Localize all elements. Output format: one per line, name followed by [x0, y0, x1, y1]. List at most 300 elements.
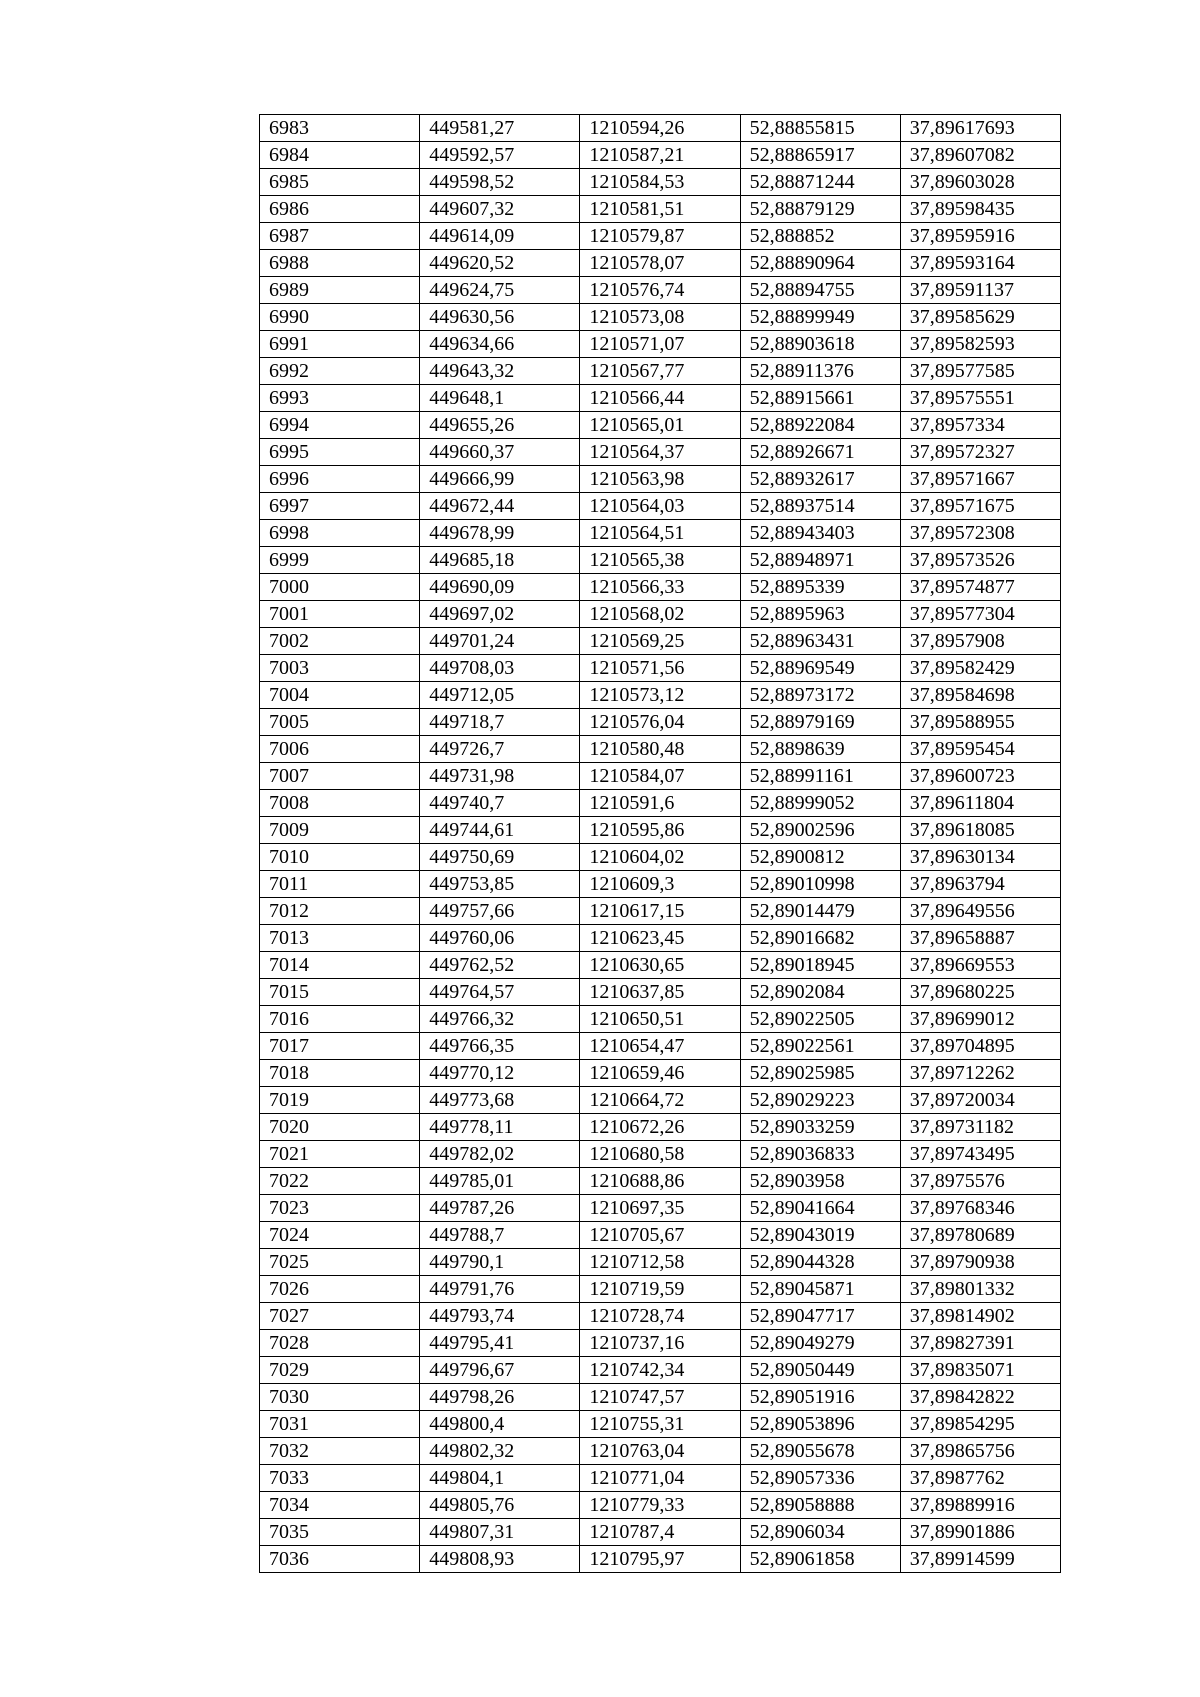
table-row	[260, 1519, 1061, 1546]
y-coordinate-cell: 1210712,58	[580, 1249, 740, 1276]
point-number-cell: 7011	[260, 871, 420, 898]
x-coordinate-cell: 449766,35	[420, 1033, 580, 1060]
latitude-cell: 52,89049279	[740, 1330, 900, 1357]
y-coordinate-cell: 1210604,02	[580, 844, 740, 871]
x-coordinate-cell: 449592,57	[420, 142, 580, 169]
x-coordinate-cell: 449581,27	[420, 115, 580, 142]
x-coordinate-cell: 449744,61	[420, 817, 580, 844]
table-row	[260, 817, 1061, 844]
x-coordinate-cell: 449796,67	[420, 1357, 580, 1384]
point-number-cell: 6986	[260, 196, 420, 223]
x-coordinate-cell: 449598,52	[420, 169, 580, 196]
latitude-cell: 52,89033259	[740, 1114, 900, 1141]
point-number-cell: 6988	[260, 250, 420, 277]
x-coordinate-cell: 449766,32	[420, 1006, 580, 1033]
y-coordinate-cell: 1210787,4	[580, 1519, 740, 1546]
latitude-cell: 52,888852	[740, 223, 900, 250]
x-coordinate-cell: 449795,41	[420, 1330, 580, 1357]
x-coordinate-cell: 449672,44	[420, 493, 580, 520]
x-coordinate-cell: 449764,57	[420, 979, 580, 1006]
y-coordinate-cell: 1210664,72	[580, 1087, 740, 1114]
table-row	[260, 682, 1061, 709]
point-number-cell: 6994	[260, 412, 420, 439]
x-coordinate-cell: 449630,56	[420, 304, 580, 331]
point-number-cell: 6987	[260, 223, 420, 250]
y-coordinate-cell: 1210719,59	[580, 1276, 740, 1303]
table-row	[260, 115, 1061, 142]
x-coordinate-cell: 449697,02	[420, 601, 580, 628]
table-row	[260, 196, 1061, 223]
point-number-cell: 6989	[260, 277, 420, 304]
longitude-cell: 37,89704895	[900, 1033, 1060, 1060]
table-row	[260, 439, 1061, 466]
point-number-cell: 7028	[260, 1330, 420, 1357]
table-row	[260, 925, 1061, 952]
longitude-cell: 37,89731182	[900, 1114, 1060, 1141]
y-coordinate-cell: 1210567,77	[580, 358, 740, 385]
point-number-cell: 6997	[260, 493, 420, 520]
x-coordinate-cell: 449760,06	[420, 925, 580, 952]
y-coordinate-cell: 1210705,67	[580, 1222, 740, 1249]
table-row	[260, 1330, 1061, 1357]
longitude-cell: 37,89720034	[900, 1087, 1060, 1114]
latitude-cell: 52,8902084	[740, 979, 900, 1006]
y-coordinate-cell: 1210571,07	[580, 331, 740, 358]
latitude-cell: 52,88890964	[740, 250, 900, 277]
latitude-cell: 52,88911376	[740, 358, 900, 385]
table-row	[260, 601, 1061, 628]
latitude-cell: 52,88969549	[740, 655, 900, 682]
x-coordinate-cell: 449793,74	[420, 1303, 580, 1330]
longitude-cell: 37,89607082	[900, 142, 1060, 169]
point-number-cell: 6992	[260, 358, 420, 385]
y-coordinate-cell: 1210742,34	[580, 1357, 740, 1384]
y-coordinate-cell: 1210587,21	[580, 142, 740, 169]
latitude-cell: 52,88973172	[740, 682, 900, 709]
x-coordinate-cell: 449773,68	[420, 1087, 580, 1114]
x-coordinate-cell: 449791,76	[420, 1276, 580, 1303]
x-coordinate-cell: 449802,32	[420, 1438, 580, 1465]
table-row	[260, 628, 1061, 655]
table-row	[260, 1465, 1061, 1492]
longitude-cell: 37,8957334	[900, 412, 1060, 439]
y-coordinate-cell: 1210659,46	[580, 1060, 740, 1087]
y-coordinate-cell: 1210573,12	[580, 682, 740, 709]
table-row	[260, 1060, 1061, 1087]
table-row	[260, 358, 1061, 385]
y-coordinate-cell: 1210728,74	[580, 1303, 740, 1330]
point-number-cell: 7032	[260, 1438, 420, 1465]
table-row	[260, 1249, 1061, 1276]
longitude-cell: 37,89901886	[900, 1519, 1060, 1546]
table-row	[260, 1438, 1061, 1465]
y-coordinate-cell: 1210737,16	[580, 1330, 740, 1357]
table-row	[260, 277, 1061, 304]
x-coordinate-cell: 449790,1	[420, 1249, 580, 1276]
point-number-cell: 7021	[260, 1141, 420, 1168]
latitude-cell: 52,8895339	[740, 574, 900, 601]
longitude-cell: 37,89571667	[900, 466, 1060, 493]
point-number-cell: 7006	[260, 736, 420, 763]
point-number-cell: 7015	[260, 979, 420, 1006]
latitude-cell: 52,89057336	[740, 1465, 900, 1492]
point-number-cell: 7001	[260, 601, 420, 628]
point-number-cell: 7000	[260, 574, 420, 601]
latitude-cell: 52,89043019	[740, 1222, 900, 1249]
point-number-cell: 7029	[260, 1357, 420, 1384]
table-row	[260, 1033, 1061, 1060]
longitude-cell: 37,89790938	[900, 1249, 1060, 1276]
y-coordinate-cell: 1210566,44	[580, 385, 740, 412]
x-coordinate-cell: 449620,52	[420, 250, 580, 277]
y-coordinate-cell: 1210630,65	[580, 952, 740, 979]
latitude-cell: 52,89055678	[740, 1438, 900, 1465]
x-coordinate-cell: 449785,01	[420, 1168, 580, 1195]
table-row	[260, 520, 1061, 547]
y-coordinate-cell: 1210672,26	[580, 1114, 740, 1141]
latitude-cell: 52,89036833	[740, 1141, 900, 1168]
table-row	[260, 1546, 1061, 1573]
x-coordinate-cell: 449718,7	[420, 709, 580, 736]
table-row	[260, 844, 1061, 871]
y-coordinate-cell: 1210573,08	[580, 304, 740, 331]
longitude-cell: 37,89835071	[900, 1357, 1060, 1384]
x-coordinate-cell: 449804,1	[420, 1465, 580, 1492]
latitude-cell: 52,89041664	[740, 1195, 900, 1222]
point-number-cell: 7007	[260, 763, 420, 790]
latitude-cell: 52,89029223	[740, 1087, 900, 1114]
x-coordinate-cell: 449753,85	[420, 871, 580, 898]
point-number-cell: 7025	[260, 1249, 420, 1276]
coordinates-table	[259, 114, 1061, 1573]
table-row	[260, 331, 1061, 358]
point-number-cell: 7034	[260, 1492, 420, 1519]
point-number-cell: 6998	[260, 520, 420, 547]
point-number-cell: 7030	[260, 1384, 420, 1411]
table-row	[260, 1492, 1061, 1519]
table-row	[260, 1357, 1061, 1384]
latitude-cell: 52,88943403	[740, 520, 900, 547]
x-coordinate-cell: 449712,05	[420, 682, 580, 709]
table-row	[260, 1087, 1061, 1114]
point-number-cell: 6990	[260, 304, 420, 331]
x-coordinate-cell: 449634,66	[420, 331, 580, 358]
longitude-cell: 37,89577304	[900, 601, 1060, 628]
longitude-cell: 37,89630134	[900, 844, 1060, 871]
latitude-cell: 52,89010998	[740, 871, 900, 898]
y-coordinate-cell: 1210795,97	[580, 1546, 740, 1573]
latitude-cell: 52,8898639	[740, 736, 900, 763]
y-coordinate-cell: 1210697,35	[580, 1195, 740, 1222]
y-coordinate-cell: 1210771,04	[580, 1465, 740, 1492]
x-coordinate-cell: 449655,26	[420, 412, 580, 439]
y-coordinate-cell: 1210581,51	[580, 196, 740, 223]
x-coordinate-cell: 449808,93	[420, 1546, 580, 1573]
latitude-cell: 52,89018945	[740, 952, 900, 979]
table-row	[260, 1006, 1061, 1033]
x-coordinate-cell: 449750,69	[420, 844, 580, 871]
latitude-cell: 52,88855815	[740, 115, 900, 142]
latitude-cell: 52,8900812	[740, 844, 900, 871]
x-coordinate-cell: 449708,03	[420, 655, 580, 682]
table-row	[260, 1384, 1061, 1411]
point-number-cell: 6983	[260, 115, 420, 142]
y-coordinate-cell: 1210763,04	[580, 1438, 740, 1465]
longitude-cell: 37,89577585	[900, 358, 1060, 385]
y-coordinate-cell: 1210591,6	[580, 790, 740, 817]
table-row	[260, 412, 1061, 439]
longitude-cell: 37,89611804	[900, 790, 1060, 817]
y-coordinate-cell: 1210688,86	[580, 1168, 740, 1195]
point-number-cell: 7031	[260, 1411, 420, 1438]
latitude-cell: 52,8895963	[740, 601, 900, 628]
y-coordinate-cell: 1210578,07	[580, 250, 740, 277]
x-coordinate-cell: 449740,7	[420, 790, 580, 817]
point-number-cell: 7014	[260, 952, 420, 979]
latitude-cell: 52,88865917	[740, 142, 900, 169]
longitude-cell: 37,89618085	[900, 817, 1060, 844]
table-row	[260, 790, 1061, 817]
y-coordinate-cell: 1210584,53	[580, 169, 740, 196]
point-number-cell: 7019	[260, 1087, 420, 1114]
longitude-cell: 37,89801332	[900, 1276, 1060, 1303]
x-coordinate-cell: 449800,4	[420, 1411, 580, 1438]
longitude-cell: 37,89743495	[900, 1141, 1060, 1168]
latitude-cell: 52,88963431	[740, 628, 900, 655]
longitude-cell: 37,89768346	[900, 1195, 1060, 1222]
y-coordinate-cell: 1210623,45	[580, 925, 740, 952]
longitude-cell: 37,89658887	[900, 925, 1060, 952]
longitude-cell: 37,89591137	[900, 277, 1060, 304]
table-row	[260, 709, 1061, 736]
longitude-cell: 37,89854295	[900, 1411, 1060, 1438]
latitude-cell: 52,89014479	[740, 898, 900, 925]
table-row	[260, 1141, 1061, 1168]
longitude-cell: 37,89699012	[900, 1006, 1060, 1033]
x-coordinate-cell: 449690,09	[420, 574, 580, 601]
latitude-cell: 52,88948971	[740, 547, 900, 574]
latitude-cell: 52,89051916	[740, 1384, 900, 1411]
latitude-cell: 52,88937514	[740, 493, 900, 520]
longitude-cell: 37,89582593	[900, 331, 1060, 358]
point-number-cell: 6996	[260, 466, 420, 493]
longitude-cell: 37,89575551	[900, 385, 1060, 412]
longitude-cell: 37,89595454	[900, 736, 1060, 763]
longitude-cell: 37,89572308	[900, 520, 1060, 547]
x-coordinate-cell: 449660,37	[420, 439, 580, 466]
latitude-cell: 52,89025985	[740, 1060, 900, 1087]
y-coordinate-cell: 1210584,07	[580, 763, 740, 790]
y-coordinate-cell: 1210580,48	[580, 736, 740, 763]
point-number-cell: 7009	[260, 817, 420, 844]
y-coordinate-cell: 1210571,56	[580, 655, 740, 682]
x-coordinate-cell: 449614,09	[420, 223, 580, 250]
table-row	[260, 466, 1061, 493]
longitude-cell: 37,89572327	[900, 439, 1060, 466]
point-number-cell: 7036	[260, 1546, 420, 1573]
point-number-cell: 7010	[260, 844, 420, 871]
x-coordinate-cell: 449678,99	[420, 520, 580, 547]
y-coordinate-cell: 1210566,33	[580, 574, 740, 601]
longitude-cell: 37,89603028	[900, 169, 1060, 196]
point-number-cell: 7003	[260, 655, 420, 682]
x-coordinate-cell: 449643,32	[420, 358, 580, 385]
table-row	[260, 1276, 1061, 1303]
longitude-cell: 37,8957908	[900, 628, 1060, 655]
longitude-cell: 37,89600723	[900, 763, 1060, 790]
latitude-cell: 52,88926671	[740, 439, 900, 466]
y-coordinate-cell: 1210564,37	[580, 439, 740, 466]
longitude-cell: 37,89780689	[900, 1222, 1060, 1249]
longitude-cell: 37,89582429	[900, 655, 1060, 682]
longitude-cell: 37,89598435	[900, 196, 1060, 223]
latitude-cell: 52,88932617	[740, 466, 900, 493]
latitude-cell: 52,88979169	[740, 709, 900, 736]
x-coordinate-cell: 449607,32	[420, 196, 580, 223]
latitude-cell: 52,89022505	[740, 1006, 900, 1033]
point-number-cell: 7012	[260, 898, 420, 925]
latitude-cell: 52,8906034	[740, 1519, 900, 1546]
latitude-cell: 52,88899949	[740, 304, 900, 331]
x-coordinate-cell: 449782,02	[420, 1141, 580, 1168]
longitude-cell: 37,89712262	[900, 1060, 1060, 1087]
y-coordinate-cell: 1210755,31	[580, 1411, 740, 1438]
point-number-cell: 7033	[260, 1465, 420, 1492]
longitude-cell: 37,89669553	[900, 952, 1060, 979]
longitude-cell: 37,89617693	[900, 115, 1060, 142]
latitude-cell: 52,88879129	[740, 196, 900, 223]
latitude-cell: 52,89002596	[740, 817, 900, 844]
y-coordinate-cell: 1210576,04	[580, 709, 740, 736]
x-coordinate-cell: 449762,52	[420, 952, 580, 979]
point-number-cell: 7027	[260, 1303, 420, 1330]
latitude-cell: 52,89061858	[740, 1546, 900, 1573]
x-coordinate-cell: 449701,24	[420, 628, 580, 655]
table-row	[260, 1168, 1061, 1195]
x-coordinate-cell: 449798,26	[420, 1384, 580, 1411]
point-number-cell: 7002	[260, 628, 420, 655]
y-coordinate-cell: 1210568,02	[580, 601, 740, 628]
longitude-cell: 37,89889916	[900, 1492, 1060, 1519]
point-number-cell: 7035	[260, 1519, 420, 1546]
point-number-cell: 6995	[260, 439, 420, 466]
longitude-cell: 37,89571675	[900, 493, 1060, 520]
longitude-cell: 37,89649556	[900, 898, 1060, 925]
longitude-cell: 37,89595916	[900, 223, 1060, 250]
x-coordinate-cell: 449648,1	[420, 385, 580, 412]
table-row	[260, 1195, 1061, 1222]
y-coordinate-cell: 1210609,3	[580, 871, 740, 898]
longitude-cell: 37,89584698	[900, 682, 1060, 709]
longitude-cell: 37,8963794	[900, 871, 1060, 898]
x-coordinate-cell: 449805,76	[420, 1492, 580, 1519]
point-number-cell: 7016	[260, 1006, 420, 1033]
point-number-cell: 7020	[260, 1114, 420, 1141]
latitude-cell: 52,89045871	[740, 1276, 900, 1303]
y-coordinate-cell: 1210595,86	[580, 817, 740, 844]
point-number-cell: 7024	[260, 1222, 420, 1249]
x-coordinate-cell: 449770,12	[420, 1060, 580, 1087]
table-row	[260, 169, 1061, 196]
table-row	[260, 898, 1061, 925]
latitude-cell: 52,8903958	[740, 1168, 900, 1195]
longitude-cell: 37,8975576	[900, 1168, 1060, 1195]
table-row	[260, 736, 1061, 763]
table-row	[260, 979, 1061, 1006]
latitude-cell: 52,88999052	[740, 790, 900, 817]
longitude-cell: 37,89588955	[900, 709, 1060, 736]
table-row	[260, 655, 1061, 682]
table-row	[260, 385, 1061, 412]
latitude-cell: 52,89050449	[740, 1357, 900, 1384]
table-row	[260, 1222, 1061, 1249]
point-number-cell: 7023	[260, 1195, 420, 1222]
point-number-cell: 7013	[260, 925, 420, 952]
x-coordinate-cell: 449788,7	[420, 1222, 580, 1249]
table-row	[260, 574, 1061, 601]
x-coordinate-cell: 449731,98	[420, 763, 580, 790]
y-coordinate-cell: 1210564,03	[580, 493, 740, 520]
point-number-cell: 7005	[260, 709, 420, 736]
longitude-cell: 37,89593164	[900, 250, 1060, 277]
point-number-cell: 6984	[260, 142, 420, 169]
table-row	[260, 952, 1061, 979]
x-coordinate-cell: 449624,75	[420, 277, 580, 304]
y-coordinate-cell: 1210565,01	[580, 412, 740, 439]
longitude-cell: 37,89680225	[900, 979, 1060, 1006]
table-row	[260, 763, 1061, 790]
x-coordinate-cell: 449778,11	[420, 1114, 580, 1141]
latitude-cell: 52,88915661	[740, 385, 900, 412]
point-number-cell: 6993	[260, 385, 420, 412]
latitude-cell: 52,88991161	[740, 763, 900, 790]
table-row	[260, 871, 1061, 898]
table-row	[260, 250, 1061, 277]
longitude-cell: 37,89585629	[900, 304, 1060, 331]
latitude-cell: 52,88871244	[740, 169, 900, 196]
x-coordinate-cell: 449666,99	[420, 466, 580, 493]
longitude-cell: 37,89827391	[900, 1330, 1060, 1357]
longitude-cell: 37,89842822	[900, 1384, 1060, 1411]
y-coordinate-cell: 1210637,85	[580, 979, 740, 1006]
y-coordinate-cell: 1210617,15	[580, 898, 740, 925]
x-coordinate-cell: 449787,26	[420, 1195, 580, 1222]
point-number-cell: 7008	[260, 790, 420, 817]
longitude-cell: 37,89814902	[900, 1303, 1060, 1330]
point-number-cell: 7017	[260, 1033, 420, 1060]
longitude-cell: 37,89573526	[900, 547, 1060, 574]
y-coordinate-cell: 1210565,38	[580, 547, 740, 574]
x-coordinate-cell: 449807,31	[420, 1519, 580, 1546]
table-row	[260, 304, 1061, 331]
latitude-cell: 52,88922084	[740, 412, 900, 439]
y-coordinate-cell: 1210650,51	[580, 1006, 740, 1033]
latitude-cell: 52,89053896	[740, 1411, 900, 1438]
y-coordinate-cell: 1210594,26	[580, 115, 740, 142]
latitude-cell: 52,89022561	[740, 1033, 900, 1060]
point-number-cell: 6999	[260, 547, 420, 574]
latitude-cell: 52,89044328	[740, 1249, 900, 1276]
table-row	[260, 1303, 1061, 1330]
table-row	[260, 493, 1061, 520]
longitude-cell: 37,89865756	[900, 1438, 1060, 1465]
point-number-cell: 6985	[260, 169, 420, 196]
longitude-cell: 37,8987762	[900, 1465, 1060, 1492]
longitude-cell: 37,89914599	[900, 1546, 1060, 1573]
table-row	[260, 223, 1061, 250]
longitude-cell: 37,89574877	[900, 574, 1060, 601]
x-coordinate-cell: 449757,66	[420, 898, 580, 925]
